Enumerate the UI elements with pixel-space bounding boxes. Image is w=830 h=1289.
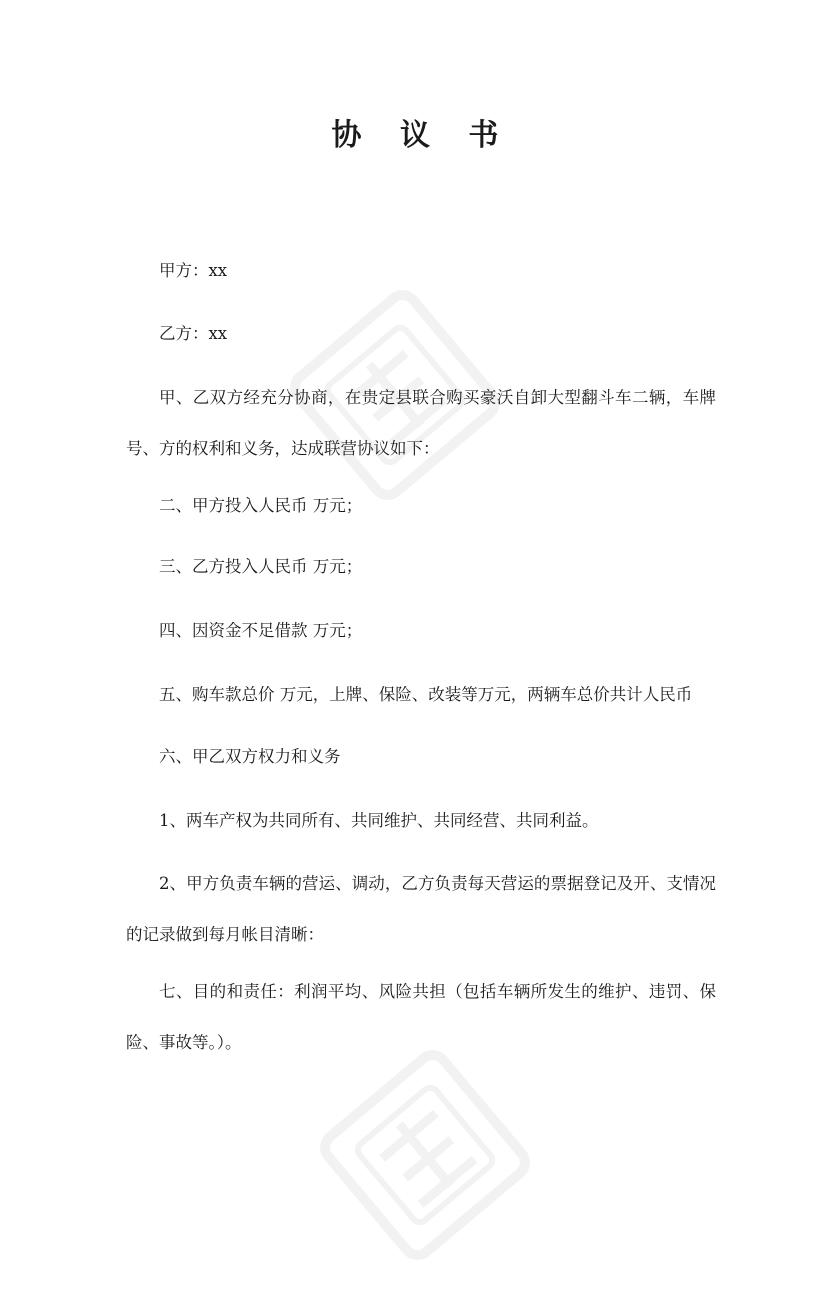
clause-7: 七、目的和责任：利润平均、风险共担（包括车辆所发生的维护、违罚、保险、事故等。）。 — [126, 982, 716, 1052]
document-title: 协 议 书 — [331, 118, 513, 153]
clause-2: 二、甲方投入人民币 万元； — [159, 496, 363, 515]
clause-6: 六、甲乙双方权力和义务 — [159, 747, 341, 766]
clause-5: 五、购车款总价 万元，上牌、保险、改装等万元，两辆车总价共计人民币 — [159, 685, 693, 704]
clause-6-item-1: 1、两车产权为共同所有、共同维护、共同经营、共同利益。 — [159, 811, 599, 830]
clause-4: 四、因资金不足借款 万元； — [159, 621, 363, 640]
party-b: 乙方：xx — [159, 324, 228, 343]
paragraph-intro: 甲、乙双方经充分协商，在贵定县联合购买豪沃自卸大型翻斗车二辆，车牌号、方的权利和义务，达成联营协议如下： — [126, 388, 716, 458]
clause-3: 三、乙方投入人民币 万元； — [159, 557, 363, 576]
party-a: 甲方：xx — [159, 261, 228, 280]
clause-6-item-2: 2、甲方负责车辆的营运、调动，乙方负责每天营运的票据登记及开、支情况的记录做到每月帐目清晰： — [126, 874, 716, 944]
